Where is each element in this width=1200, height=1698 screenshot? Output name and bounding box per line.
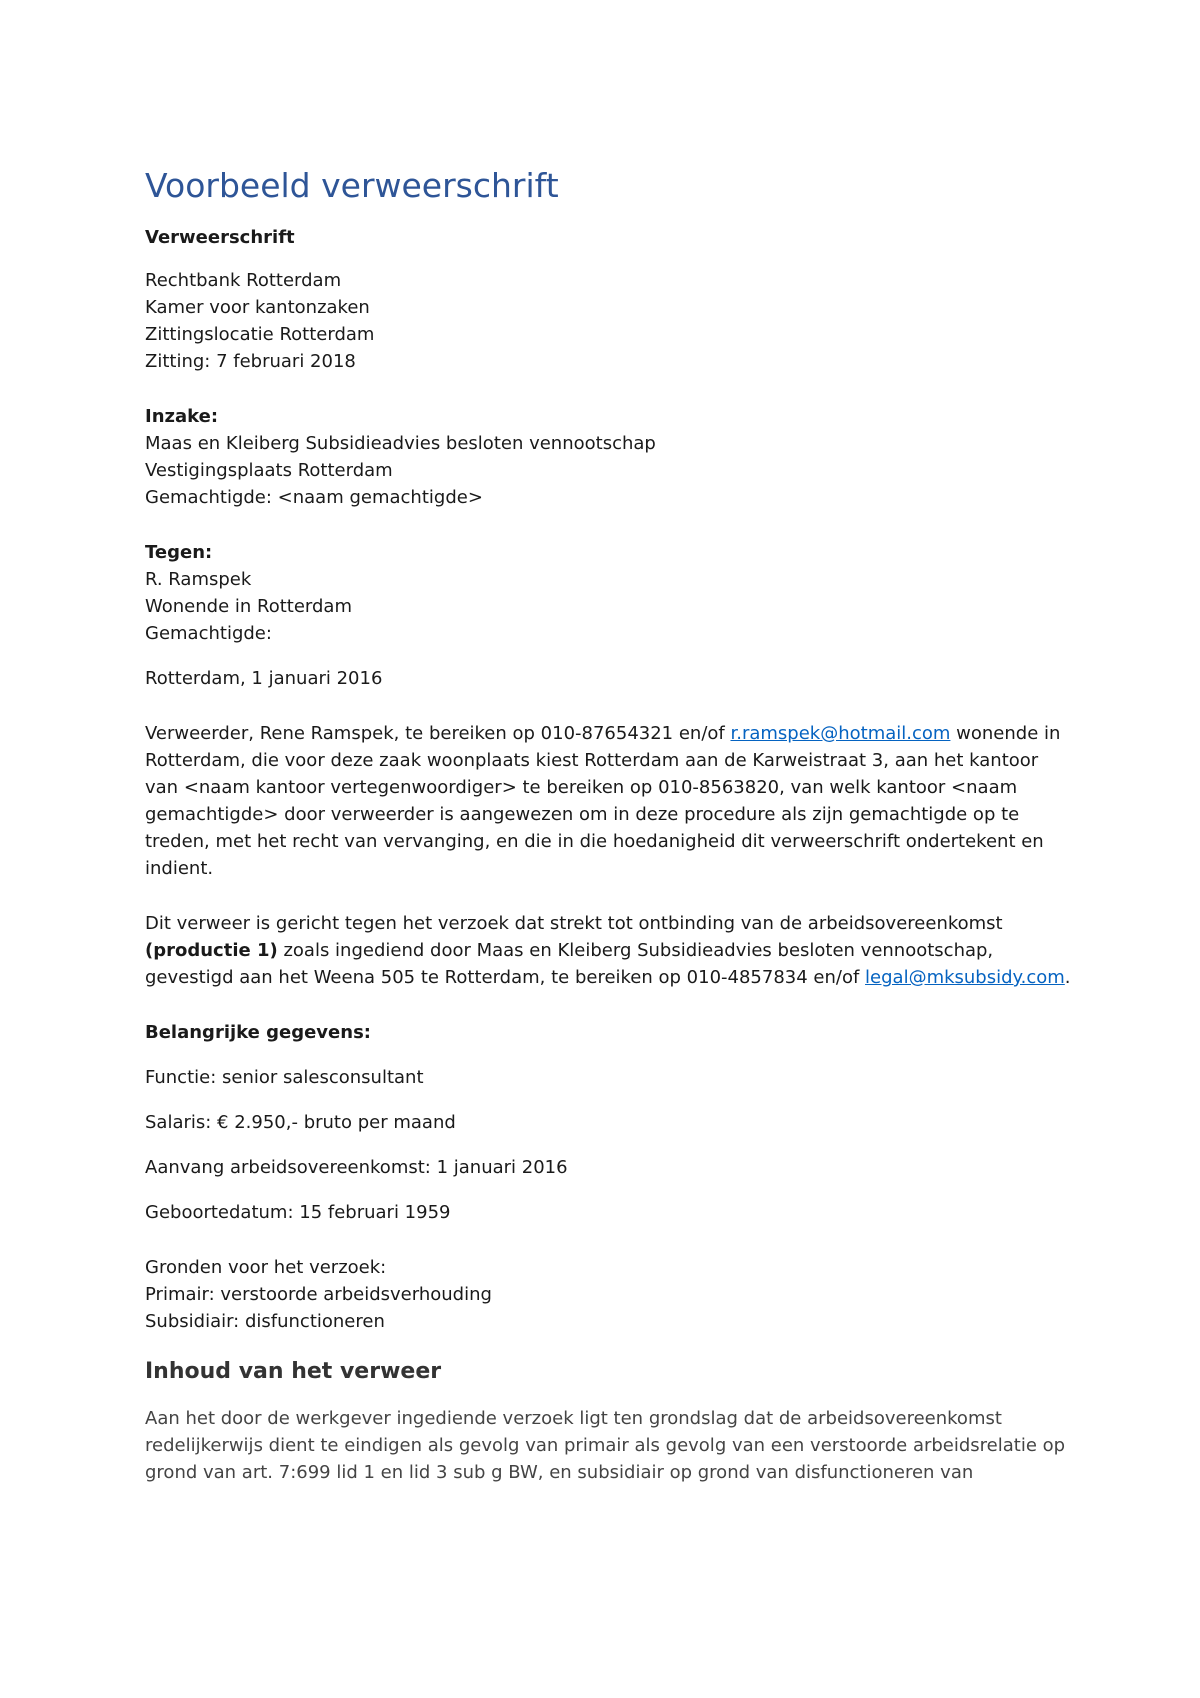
key-data-heading: Belangrijke gegevens:: [145, 1022, 371, 1043]
document-title: Voorbeeld verweerschrift: [145, 166, 559, 205]
key-data-function: Functie: senior salesconsultant: [145, 1067, 424, 1088]
inzake-company: Maas en Kleiberg Subsidieadvies besloten vennootschap: [145, 433, 656, 454]
grounds-subsidiary: Subsidiair: disfunctioneren: [145, 1311, 385, 1332]
court-name: Rechtbank Rotterdam: [145, 270, 342, 291]
key-data-birthdate: Geboortedatum: 15 februari 1959: [145, 1202, 451, 1223]
grounds-primary: Primair: verstoorde arbeidsverhouding: [145, 1284, 492, 1305]
tegen-name: R. Ramspek: [145, 569, 252, 590]
employer-email-link[interactable]: legal@mksubsidy.com: [865, 967, 1065, 988]
paragraph-defense: [145, 910, 1075, 991]
paragraph-defense-content: Aan het door de werkgever ingediende verzoek ligt ten grondslag dat de arbeidsovereenkomst redelijkerwijs dient te eindigen als gevolg van primair als gevolg van een verstoorde arbeidsrelatie op grond van art. 7:699 lid 1 en lid 3 sub g BW, en subsidiair op grond van disfunctioneren van: [145, 1408, 1066, 1483]
paragraph-defense-text-2: zoals ingediend door Maas en Kleiberg Subsidieadvies besloten vennootschap, gevestigd aan het Weena 505 te Rotterdam, te bereiken op 010-4857834 en/of: [145, 940, 994, 988]
paragraph-respondent: [145, 720, 1075, 882]
tegen-residence: Wonende in Rotterdam: [145, 596, 352, 617]
grounds-block: [145, 1254, 1075, 1335]
paragraph-defense-text-3: .: [1064, 967, 1071, 988]
paragraph-respondent-text-2: wonende in Rotterdam, die voor deze zaak woonplaats kiest Rotterdam aan de Karweistraat 3, aan het kantoor van <naam kantoor vertegenwoordiger> te bereiken op 010-8563820, van welk kantoor <naam gemachtigde> door verweerder is aangewezen om in deze procedure als zijn gemachtigde op te treden, met het recht van vervanging, en die in die hoedanigheid dit verweerschrift ondertekent en indient.: [145, 723, 1061, 879]
inzake-heading: Inzake:: [145, 406, 219, 427]
inzake-block: [145, 403, 1075, 511]
paragraph-respondent-text-1: Verweerder, Rene Ramspek, te bereiken op 010-87654321 en/of: [145, 723, 731, 744]
document-page: [145, 166, 1075, 1486]
tegen-block: [145, 539, 1075, 647]
production-reference: (productie 1): [145, 940, 278, 961]
court-chamber: Kamer voor kantonzaken: [145, 297, 370, 318]
key-data-start: Aanvang arbeidsovereenkomst: 1 januari 2016: [145, 1157, 568, 1178]
respondent-email-link[interactable]: r.ramspek@hotmail.com: [730, 723, 951, 744]
inzake-location: Vestigingsplaats Rotterdam: [145, 460, 393, 481]
document-label: Verweerschrift: [145, 227, 295, 248]
court-session-date: Zitting: 7 februari 2018: [145, 351, 356, 372]
inzake-representative: Gemachtigde: <naam gemachtigde>: [145, 487, 483, 508]
key-data-salary: Salaris: € 2.950,- bruto per maand: [145, 1112, 456, 1133]
grounds-heading: Gronden voor het verzoek:: [145, 1257, 387, 1278]
court-location: Zittingslocatie Rotterdam: [145, 324, 375, 345]
tegen-heading: Tegen:: [145, 542, 213, 563]
place-date: Rotterdam, 1 januari 2016: [145, 668, 383, 689]
paragraph-defense-text-1: Dit verweer is gericht tegen het verzoek dat strekt tot ontbinding van de arbeidsovereenkomst: [145, 913, 1003, 934]
section-heading-defense-content: Inhoud van het verweer: [145, 1359, 442, 1384]
court-block: [145, 267, 1075, 375]
tegen-representative: Gemachtigde:: [145, 623, 272, 644]
